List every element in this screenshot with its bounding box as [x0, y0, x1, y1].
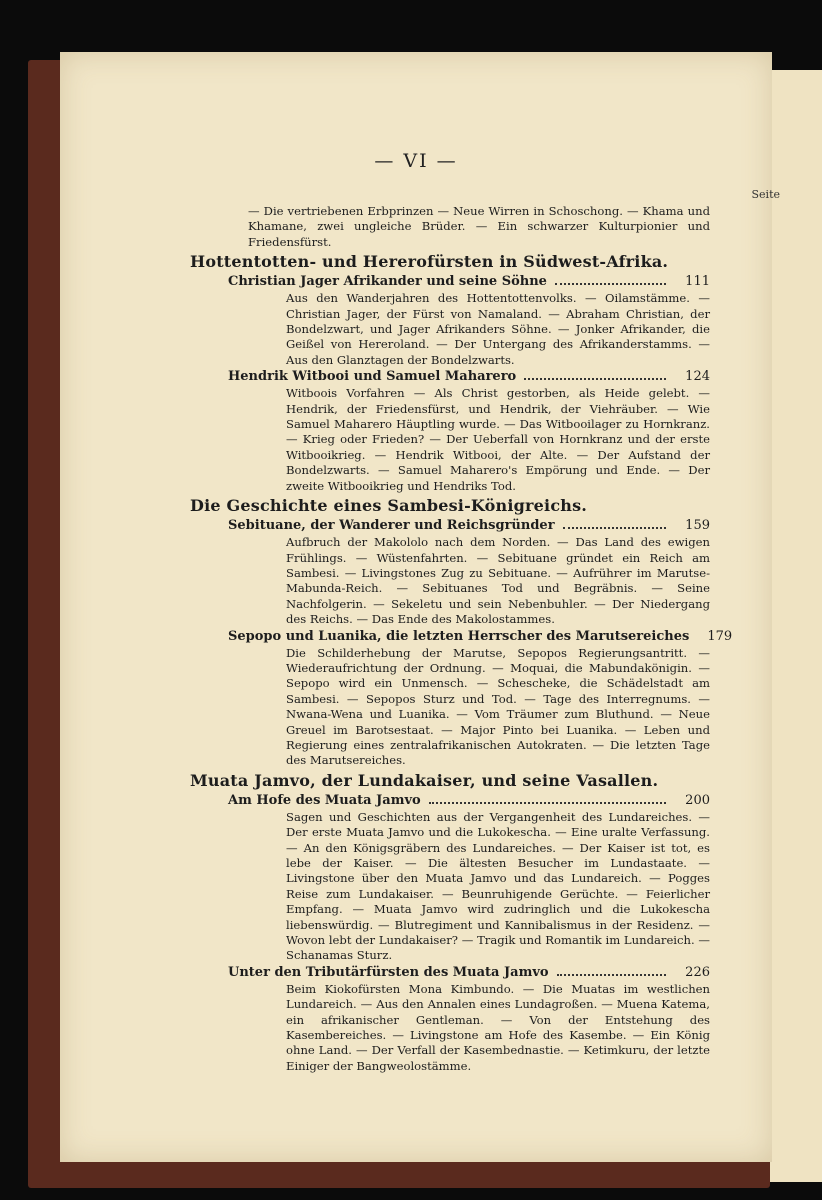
toc-entry: [228, 964, 710, 1074]
toc-entry: [228, 517, 710, 627]
section-lunda: [190, 771, 710, 1075]
leader-dots: [524, 378, 666, 380]
leader-dots: [563, 527, 666, 529]
leader-dots: [555, 283, 666, 285]
entry-page: 159: [685, 518, 710, 534]
adjacent-page-edge: [770, 70, 822, 1182]
entry-title: Sebituane, der Wanderer und Reichsgründer: [228, 518, 555, 534]
entry-title: Hendrik Witbooi und Samuel Maharero: [228, 369, 517, 385]
entry-page: 124: [685, 369, 710, 385]
table-of-contents: [190, 204, 733, 1074]
entry-title: Unter den Tributärfürsten des Muata Jamvo: [228, 964, 549, 980]
entry-summary: Beim Kiokofürsten Mona Kimbundo. — Die Muatas im westlichen Lundareich. — Aus den Annalen eines Lundagroßen. — Muena Katema, ein afrikanischer Gentleman. — Von der Entstehung des Kasembereiches. — Livingstone am Hofe des Kasembe. — Ein König ohne Land. — Der Verfall der Kasembednastie. — Ketimkuru, der letzte Einiger der Bangweolostämme.: [286, 981, 710, 1073]
section-title: Muata Jamvo, der Lundakaiser, und seine Vasallen.: [190, 770, 659, 790]
toc-entry: [228, 273, 710, 368]
section-sambesi: [190, 496, 733, 769]
entry-summary: Aus den Wanderjahren des Hottentottenvolks. — Oilamstämme. — Christian Jager, der Fürst von Namaland. — Abraham Christian, der Bondelzwart, und Jager Afrikanders Söhne. — Jonker Afrikander, die Geißel von Hereroland. — Der Untergang des Afrikanderstamms. — Aus den Glanztagen der Bondelzwarts.: [286, 291, 710, 367]
toc-entry: [228, 368, 710, 494]
leader-dots: [557, 974, 666, 976]
entry-page: 179: [707, 628, 733, 644]
section-title: Hottentotten- und Hererofürsten in Südwest-Afrika.: [190, 252, 669, 272]
entry-title: Am Hofe des Muata Jamvo: [228, 792, 421, 808]
seite-label: Seite: [751, 188, 780, 201]
entry-title: Christian Jager Afrikander und seine Söhne: [228, 274, 547, 290]
entry-page: 200: [685, 792, 710, 808]
entry-summary: Die Schilderhebung der Marutse, Sepopos Regierungsantritt. — Wiederaufrichtung der Ordnung. — Moquai, die Mabundakönigin. — Sepopo wird ein Unmensch. — Schescheke, die Schädelstadt am Sambesi. — Sepopos Sturz und Tod. — Tage des Interregnums. — Nwana-Wena und Luanika. — Vom Träumer zum Bluthund. — Neue Greuel im Barotsestaat. — Major Pinto bei Luanika. — Leben und Regierung eines zentralafrikanischen Autokraten. — Die letzten Tage des Marutsereiches.: [286, 645, 710, 768]
book-page: [60, 52, 780, 1162]
toc-entry: [228, 792, 710, 964]
entry-page: 111: [685, 274, 710, 290]
entry-summary: Aufbruch der Makololo nach dem Norden. — Das Land des ewigen Frühlings. — Wüstenfahrten. — Sebituane gründet ein Reich am Sambesi. — Livingstones Zug zu Sebituane. — Aufrührer im Marutse-Mabunda-Reich. — Sebituanes Tod und Begräbnis. — Seine Nachfolgerin. — Sekeletu und sein Nebenbuhler. — Der Niedergang des Reichs. — Das Ende des Makolostammes.: [286, 535, 710, 627]
section-sudwest: [190, 252, 710, 494]
section-title: Die Geschichte eines Sambesi-Königreichs.: [190, 496, 588, 516]
toc-entry: [228, 628, 733, 769]
page-number: — VI —: [374, 150, 458, 172]
entry-summary: Sagen und Geschichten aus der Vergangenheit des Lundareiches. — Der erste Muata Jamvo und die Lukokescha. — Eine uralte Verfassung. — An den Königsgräbern des Lundareiches. — Der Kaiser ist tot, es lebe der Kaiser. — Die ältesten Besucher im Lundastaate. — Livingstone über den Muata Jamvo und das Lundareich. — Pogges Reise zum Lundakaiser. — Beunruhigende Gerüchte. — Feierlicher Empfang. — Muata Jamvo wird zudringlich und die Lukokescha liebenswürdig. — Blutregiment und Kannibalismus in der Residenz. — Wovon lebt der Lundakaiser? — Tragik und Romantik im Lundareich. — Schanamas Sturz.: [286, 809, 710, 963]
entry-summary: Witboois Vorfahren — Als Christ gestorben, als Heide gelebt. — Hendrik, der Friedensfürst, und Hendrik, der Viehräuber. — Wie Samuel Maharero Häuptling wurde. — Das Witbooilager zu Hornkranz. — Krieg oder Frieden? — Der Ueberfall von Hornkranz und der erste Witbooikrieg. — Hendrik Witbooi, der Alte. — Der Aufstand der Bondelzwarts. — Samuel Maharero's Empörung und Ende. — Der zweite Witbooikrieg und Hendriks Tod.: [286, 386, 710, 493]
leader-dots: [429, 802, 666, 804]
entry-page: 226: [685, 964, 710, 980]
intro-summary: — Die vertriebenen Erbprinzen — Neue Wirren in Schoschong. — Khama und Khamane, zwei ungleiche Brüder. — Ein schwarzer Kulturpionier und Friedensfürst.: [248, 204, 710, 249]
entry-title: Sepopo und Luanika, die letzten Herrscher des Marutsereiches: [228, 628, 690, 644]
